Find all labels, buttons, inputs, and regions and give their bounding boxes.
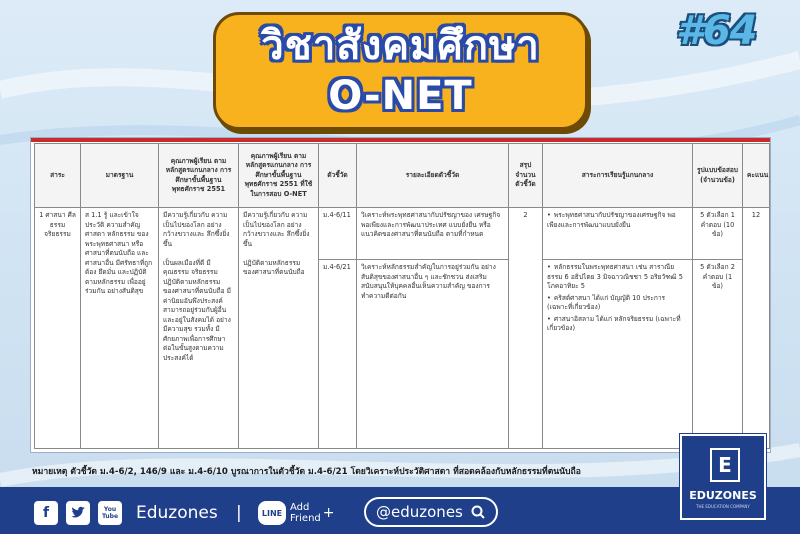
twitter-icon	[66, 501, 90, 525]
document-top-rule	[31, 138, 770, 142]
core-item: • พระพุทธศาสนากับปรัชญาของเศรษฐกิจ พอเพียงและการพัฒนาแบบยั่งยืน	[547, 211, 688, 230]
header-quality: คุณภาพผู้เรียน ตามหลักสูตรแกนกลาง การศึกษาขั้นพื้นฐาน พุทธศักราช 2551	[159, 144, 239, 208]
facebook-link[interactable]	[34, 500, 58, 526]
brand-name-wrap	[136, 500, 218, 526]
twitter-link[interactable]	[66, 500, 90, 526]
table-row	[35, 208, 770, 260]
banner-title: วิชาสังคมศึกษา	[261, 23, 540, 69]
brand-name: Eduzones	[136, 503, 218, 523]
cell-score: 12	[743, 208, 770, 449]
logo-tagline: THE EDUCATION COMPANY	[696, 504, 750, 509]
youtube-link[interactable]	[98, 500, 122, 526]
curriculum-table	[34, 143, 770, 449]
cell-detail: วิเคราะห์พระพุทธศาสนากับปรัชญาของ เศรษฐกิจพอเพียงและการพัฒนาประเทศ แบบยั่งยืน หรือแนวคิดของศาสนาที่ตนนับถือ ตามที่กำหนด	[357, 208, 509, 260]
core-item: • หลักธรรมในพระพุทธศาสนา เช่น สาราณียธรรม 6 อธิปไตย 3 มิจฉาวณิชชา 5 อริยวัฑฒิ 5 โภคอาทิยะ 5	[547, 263, 688, 292]
cell-count: 2	[509, 208, 543, 449]
header-quality-onet: คุณภาพผู้เรียน ตามหลักสูตรแกนกลาง การศึกษาขั้นพื้นฐาน พุทธศักราช 2551 ที่ใช้ในการสอบ O-NET	[239, 144, 319, 208]
core-item: • คริสต์ศาสนา ได้แก่ บัญญัติ 10 ประการ (เฉพาะที่เกี่ยวข้อง)	[547, 294, 688, 313]
add-friend-line1: Add	[290, 502, 310, 513]
add-friend-line2: Friend	[290, 513, 321, 524]
header-format: รูปแบบข้อสอบ (จำนวนข้อ)	[693, 144, 743, 208]
search-icon	[471, 505, 485, 519]
cell-indicator: ม.4-6/21	[319, 260, 357, 449]
line-icon: LINE	[258, 501, 286, 525]
separator-wrap	[236, 500, 242, 526]
cell-format: 5 ตัวเลือก 1 คำตอบ (10 ข้อ)	[693, 208, 743, 260]
header-detail: รายละเอียดตัวชี้วัด	[357, 144, 509, 208]
cell-core-content	[543, 208, 693, 260]
banner-subtitle: O-NET	[328, 73, 473, 119]
eduzones-logo	[680, 434, 766, 520]
episode-number: #64	[676, 8, 757, 54]
cell-quality: มีความรู้เกี่ยวกับ ความเป็นไปของโลก อย่างกว้างขวางและ ลึกซึ้งยิ่งขึ้น เป็นผลเมืองที่ดี มีคุณธรรม จริยธรรม ปฏิบัติตามหลักธรรม ของศาสนาที่ตนนับถือ มีค่านิยมอันพึงประสงค์ สามารถอยู่ร่วมกับผู้อื่น และอยู่ในสังคมได้ อย่างมีความสุข รวมทั้ง มีศักยภาพเพื่อการศึกษา ต่อในขั้นสูงตามความ ประสงค์ได้	[159, 208, 239, 449]
handle-text: @eduzones	[376, 503, 463, 521]
cell-format: 5 ตัวเลือก 2 คำตอบ (1 ข้อ)	[693, 260, 743, 449]
header-core-content: สาระการเรียนรู้แกนกลาง	[543, 144, 693, 208]
facebook-icon: f	[34, 501, 58, 525]
footnote: หมายเหตุ ตัวชี้วัด ม.4-6/2, 146/9 และ ม.4-6/10 บูรณาการในตัวชี้วัด ม.4-6/21 โดยวิเคราะห์ประวัติศาสดา ที่สอดคล้องกับหลักธรรมที่ตนนับถือ	[32, 467, 581, 477]
youtube-label-top: You	[103, 506, 117, 513]
cell-core-content	[543, 260, 693, 449]
add-friend-label	[290, 502, 321, 524]
youtube-label-bottom: Tube	[101, 513, 119, 520]
add-person-icon: +	[322, 505, 335, 521]
table-header-row	[35, 144, 770, 208]
cell-indicator: ม.4-6/11	[319, 208, 357, 260]
footer-separator: |	[236, 503, 242, 523]
cell-detail: วิเคราะห์หลักธรรมสำคัญในการอยู่ร่วมกัน อย่างสันติสุขของศาสนาอื่น ๆ และชักชวน ส่งเสริม สนับสนุนให้บุคคลอื่นเห็นความสำคัญ ของการทำความดีต่อกัน	[357, 260, 509, 449]
youtube-icon	[98, 501, 122, 525]
line-add-friend[interactable]	[258, 500, 335, 526]
logo-name: EDUZONES	[689, 489, 757, 502]
cell-strand: 1 ศาสนา ศีลธรรม จริยธรรม	[35, 208, 81, 449]
header-count: สรุป จำนวน ตัวชี้วัด	[509, 144, 543, 208]
cell-standard: ส 1.1 รู้ และเข้าใจ ประวัติ ความสำคัญ ศาสดา หลักธรรม ของพระพุทธศาสนา หรือศาสนาที่ตนนับถือ และศาสนาอื่น มีศรัทธาที่ถูกต้อง ยึดมั่น และปฏิบัติตามหลักธรรม เพื่ออยู่ร่วมกัน อย่างสันติสุข	[81, 208, 159, 449]
header-indicator: ตัวชี้วัด	[319, 144, 357, 208]
handle-search[interactable]	[364, 497, 498, 527]
header-score: คะแนน	[743, 144, 770, 208]
logo-letter: E	[710, 448, 740, 482]
header-strand: สาระ	[35, 144, 81, 208]
curriculum-document	[30, 137, 771, 453]
header-standard: มาตรฐาน	[81, 144, 159, 208]
core-item: • ศาสนาอิสลาม ได้แก่ หลักจริยธรรม (เฉพาะที่เกี่ยวข้อง)	[547, 315, 688, 334]
cell-quality-onet: มีความรู้เกี่ยวกับ ความเป็นไปของโลก อย่างกว้างขวางและ ลึกซึ้งยิ่งขึ้น ปฏิบัติตามหลักธรรม ของศาสนาที่ตนนับถือ	[239, 208, 319, 449]
title-banner	[213, 12, 588, 130]
